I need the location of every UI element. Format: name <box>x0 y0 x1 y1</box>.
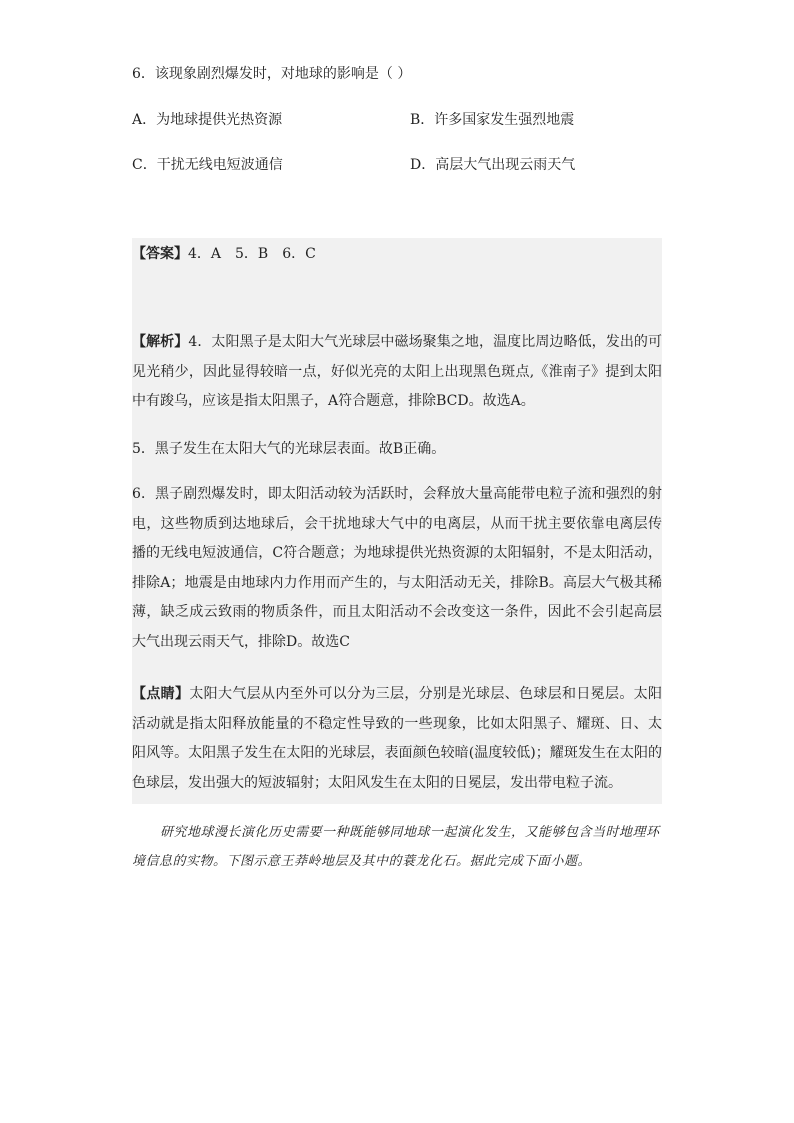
answer-text: 4．A 5．B 6．C <box>188 246 316 262</box>
analysis-label: 【解析】 <box>132 334 189 350</box>
option-b: B．许多国家发生强烈地震 <box>410 112 575 128</box>
tip-label: 【点睛】 <box>132 686 190 702</box>
tip-text: 太阳大气层从内至外可以分为三层，分别是光球层、色球层和日冕层。太阳活动就是指太阳释放能量的不稳定性导致的一些现象，比如太阳黑子、耀斑、日、太阳风等。太阳黑子发生在太阳的光球层，表面颜色较暗(温度较低)；耀斑发生在太阳的色球层，发出强大的短波辐射；太阳风发生在太阳的日冕层，发出带电粒子流。 <box>132 686 663 791</box>
answer-label: 【答案】 <box>132 246 188 262</box>
option-c: C．干扰无线电短波通信 <box>132 157 283 173</box>
tip-paragraph <box>132 680 662 798</box>
option-a: A．为地球提供光热资源 <box>132 112 283 128</box>
answer-line <box>132 244 316 264</box>
question-stem: 6．该现象剧烈爆发时，对地球的影响是（ ） <box>132 66 412 82</box>
analysis-q5: 5．黑子发生在太阳大气的光球层表面。故B正确。 <box>132 441 446 457</box>
next-question-intro: 研究地球漫长演化历史需要一种既能够同地球一起演化发生，又能够包含当时地理环境信息的实物。下图示意王莽岭地层及其中的蓑龙化石。据此完成下面小题。 <box>132 825 660 869</box>
analysis-q4 <box>132 328 662 417</box>
option-d: D．高层大气出现云雨天气 <box>410 157 576 173</box>
analysis-q4-text: 4．太阳黑子是太阳大气光球层中磁场聚集之地，温度比周边略低，发出的可见光稍少，因此显得较暗一点，好似光亮的太阳上出现黑色斑点,《淮南子》提到太阳中有踆乌，应该是指太阳黑子，A符合题意，排除BCD。故选A。 <box>132 334 663 409</box>
analysis-q6: 6．黑子剧烈爆发时，即太阳活动较为活跃时，会释放大量高能带电粒子流和强烈的射电，这些物质到达地球后，会干扰地球大气中的电离层，从而干扰主要依靠电离层传播的无线电短波通信，C符合题意；为地球提供光热资源的太阳辐射，不是太阳活动，排除A；地震是由地球内力作用而产生的，与太阳活动无关，排除B。高层大气极其稀薄，缺乏成云致雨的物质条件，而且太阳活动不会改变这一条件，因此不会引起高层大气出现云雨天气，排除D。故选C <box>132 486 662 650</box>
